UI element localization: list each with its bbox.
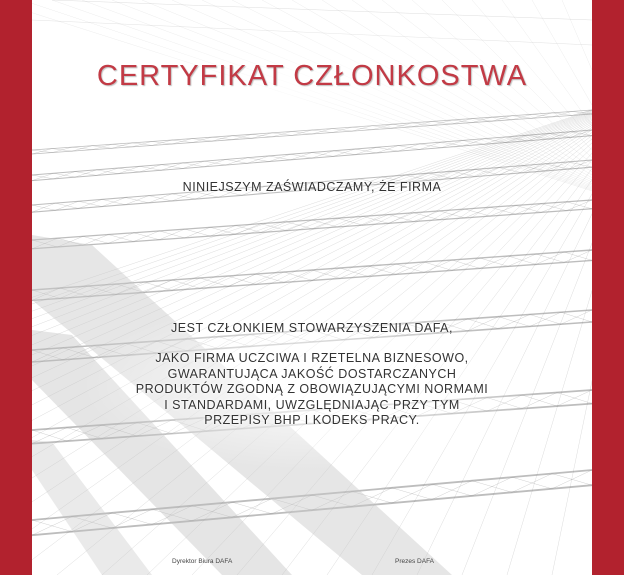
body-line: I STANDARDAMI, UWZGLĘDNIAJĄC PRZY TYM xyxy=(164,397,460,412)
certificate-title: CERTYFIKAT CZŁONKOSTWA xyxy=(96,60,528,92)
certificate-paper xyxy=(32,0,592,575)
body-line: GWARANTUJĄCA JAKOŚĆ DOSTARCZANYCH xyxy=(167,366,457,381)
certificate-statement: NINIEJSZYM ZAŚWIADCZAMY, ŻE FIRMA xyxy=(182,180,442,194)
membership-line: JEST CZŁONKIEM STOWARZYSZENIA DAFA, xyxy=(171,321,453,335)
body-line: PRZEPISY BHP I KODEKS PRACY. xyxy=(204,413,420,427)
right-red-border xyxy=(592,0,624,575)
certificate-body xyxy=(32,351,592,429)
certificate-text-layer xyxy=(32,0,592,575)
signature-label-director: Dyrektor Biura DAFA xyxy=(172,558,233,565)
left-red-border xyxy=(0,0,32,575)
signature-label-president: Prezes DAFA xyxy=(395,558,435,565)
body-line: PRODUKTÓW ZGODNĄ Z OBOWIĄZUJĄCYMI NORMAMI xyxy=(135,382,489,396)
body-line: JAKO FIRMA UCZCIWA I RZETELNA BIZNESOWO, xyxy=(155,351,469,365)
